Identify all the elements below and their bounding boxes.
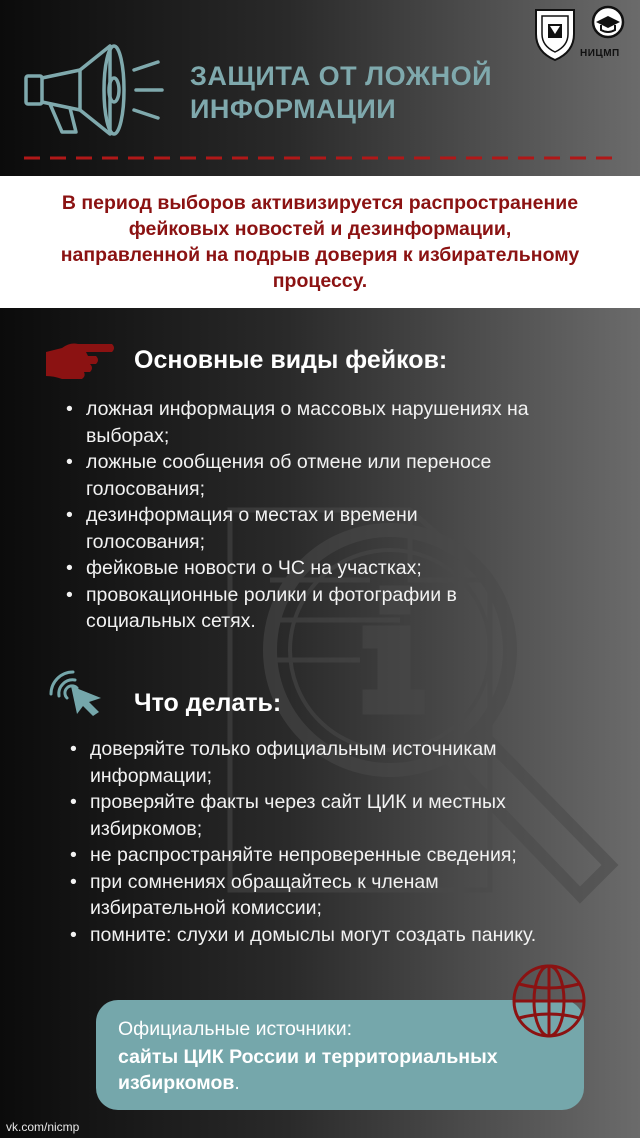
- list-item: • не распространяйте непроверенные сведения;: [68, 842, 608, 869]
- nicmp-logo-text: НИЦМП: [580, 48, 620, 59]
- list-item: • проверяйте факты через сайт ЦИК и местных избиркомов;: [68, 789, 590, 842]
- list-item: • ложные сообщения об отмене или переносе голосования;: [64, 449, 604, 502]
- nicmp-logo-icon: [584, 4, 632, 48]
- list-item: • дезинформация о местах и времени голосования;: [64, 502, 486, 555]
- pointing-hand-icon: [44, 338, 116, 382]
- page-title: [190, 60, 492, 126]
- list-item: • ложная информация о массовых нарушениях на выборах;: [64, 396, 604, 449]
- list-item: • при сомнениях обращайтесь к членам избирательной комиссии;: [68, 869, 530, 922]
- title-line-1: ЗАЩИТА ОТ ЛОЖНОЙ: [190, 61, 493, 91]
- list-item: • фейковые новости о ЧС на участках;: [64, 555, 604, 582]
- sources-body-tail: .: [234, 1072, 240, 1094]
- actions-list: [68, 736, 608, 948]
- list-item: • доверяйте только официальным источникам информации;: [68, 736, 590, 789]
- globe-icon: [510, 962, 588, 1040]
- intro-text: В период выборов активизируется распространение фейковых новостей и дезинформации, направленной на подрыв доверия к избирательному процессу.: [60, 192, 580, 292]
- click-cursor-icon: [45, 666, 109, 722]
- fakes-section-title: Основные виды фейков:: [134, 346, 448, 374]
- actions-section-title: Что делать:: [134, 689, 282, 717]
- sources-body-text: сайты ЦИК России и территориальных избиркомов: [118, 1046, 498, 1094]
- megaphone-icon: [22, 40, 172, 140]
- footer-link[interactable]: vk.com/nicmp: [6, 1120, 80, 1134]
- list-item: • провокационные ролики и фотографии в социальных сетях.: [64, 582, 526, 635]
- dashed-divider: [24, 156, 620, 160]
- list-item: • помните: слухи и домыслы могут создать панику.: [68, 922, 570, 949]
- title-line-2: ИНФОРМАЦИИ: [190, 94, 397, 124]
- header: [0, 0, 640, 175]
- fakes-list: [64, 396, 604, 635]
- emblem-logo-icon: [532, 4, 578, 62]
- sources-body: [118, 1044, 578, 1096]
- intro-banner: [0, 176, 640, 308]
- sources-label: Официальные источники:: [118, 1018, 353, 1040]
